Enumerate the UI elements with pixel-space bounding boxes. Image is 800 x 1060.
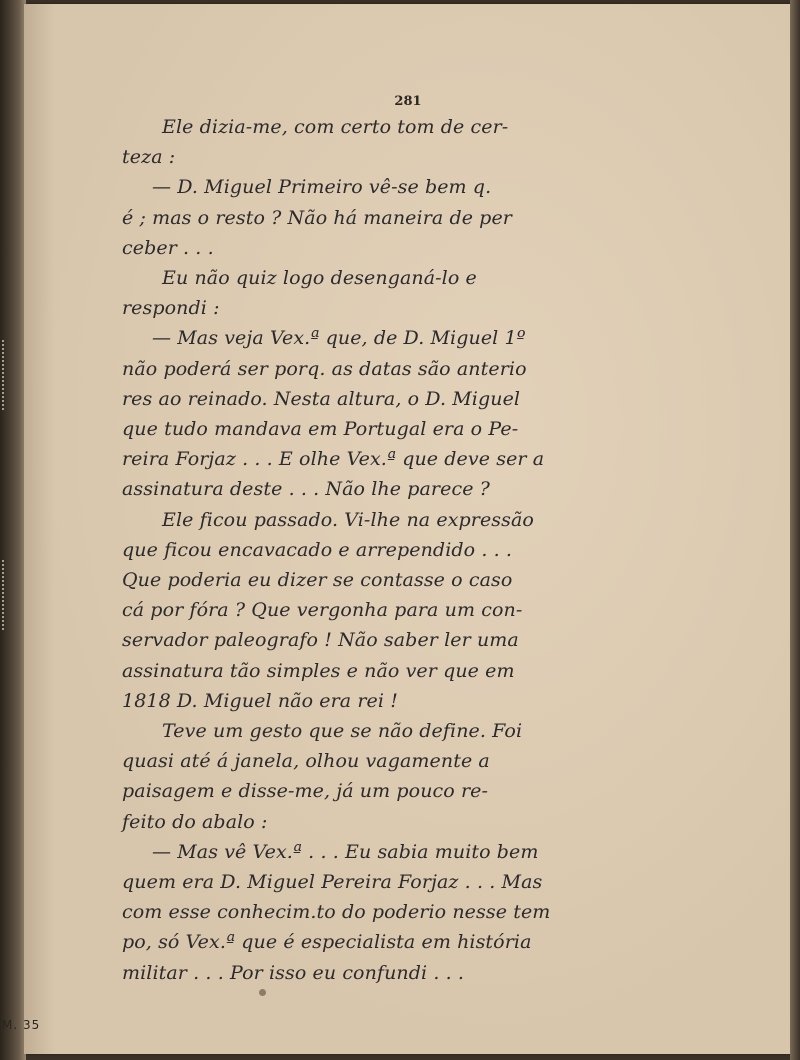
manuscript-line: assinatura tão simples e não ver que em <box>122 659 515 682</box>
manuscript-line: — D. Miguel Primeiro vê-se bem q. <box>152 176 492 199</box>
book-binding <box>0 0 26 1060</box>
manuscript-line: po, só Vex.ª que é especialista em história <box>122 931 532 954</box>
manuscript-line: que ficou encavacado e arrependido . . . <box>122 538 513 561</box>
manuscript-line: feito do abalo : <box>122 810 268 833</box>
manuscript-line: quasi até á janela, olhou vagamente a <box>122 750 490 773</box>
manuscript-line: é ; mas o resto ? Não há maneira de per <box>122 206 512 229</box>
manuscript-line: Ele ficou passado. Vi-lhe na expressão <box>162 508 534 531</box>
manuscript-line: Teve um gesto que se não define. Foi <box>162 720 523 743</box>
handwritten-text-block <box>122 112 622 988</box>
manuscript-line: reira Forjaz . . . E olhe Vex.ª que deve ser a <box>122 448 545 471</box>
manuscript-line: teza : <box>122 146 176 169</box>
manuscript-line: não poderá ser porq. as datas são anterio <box>122 357 527 380</box>
catalog-mark: M. 35 <box>2 1018 41 1032</box>
manuscript-line: assinatura deste . . . Não lhe parece ? <box>122 478 490 501</box>
binding-stitch <box>2 560 16 630</box>
manuscript-line: Que poderia eu dizer se contasse o caso <box>122 569 513 592</box>
paper-stain <box>259 989 266 996</box>
manuscript-sheet <box>24 4 792 1054</box>
page-edge <box>790 0 800 1060</box>
manuscript-line: Eu não quiz logo desenganá-lo e <box>162 267 477 290</box>
manuscript-line: cá por fóra ? Que vergonha para um con- <box>122 599 523 622</box>
manuscript-line: — Mas vê Vex.ª . . . Eu sabia muito bem <box>152 840 539 863</box>
manuscript-line: militar . . . Por isso eu confundi . . . <box>122 961 465 984</box>
manuscript-line: com esse conhecim.to do poderio nesse tem <box>122 901 551 924</box>
manuscript-line: paisagem e disse-me, já um pouco re- <box>122 780 488 803</box>
manuscript-line: ceber . . . <box>122 236 214 259</box>
manuscript-line: 1818 D. Miguel não era rei ! <box>122 689 398 712</box>
manuscript-line: quem era D. Miguel Pereira Forjaz . . . Mas <box>122 871 543 894</box>
page-number: 281 <box>394 94 422 109</box>
manuscript-line: respondi : <box>122 297 220 320</box>
manuscript-line: que tudo mandava em Portugal era o Pe- <box>122 418 519 441</box>
manuscript-line: res ao reinado. Nesta altura, o D. Miguel <box>122 387 521 410</box>
manuscript-line: Ele dizia-me, com certo tom de cer- <box>162 116 509 138</box>
binding-stitch <box>2 340 16 410</box>
manuscript-line: servador paleografo ! Não saber ler uma <box>122 629 519 652</box>
manuscript-line: — Mas veja Vex.ª que, de D. Miguel 1º <box>152 327 526 350</box>
